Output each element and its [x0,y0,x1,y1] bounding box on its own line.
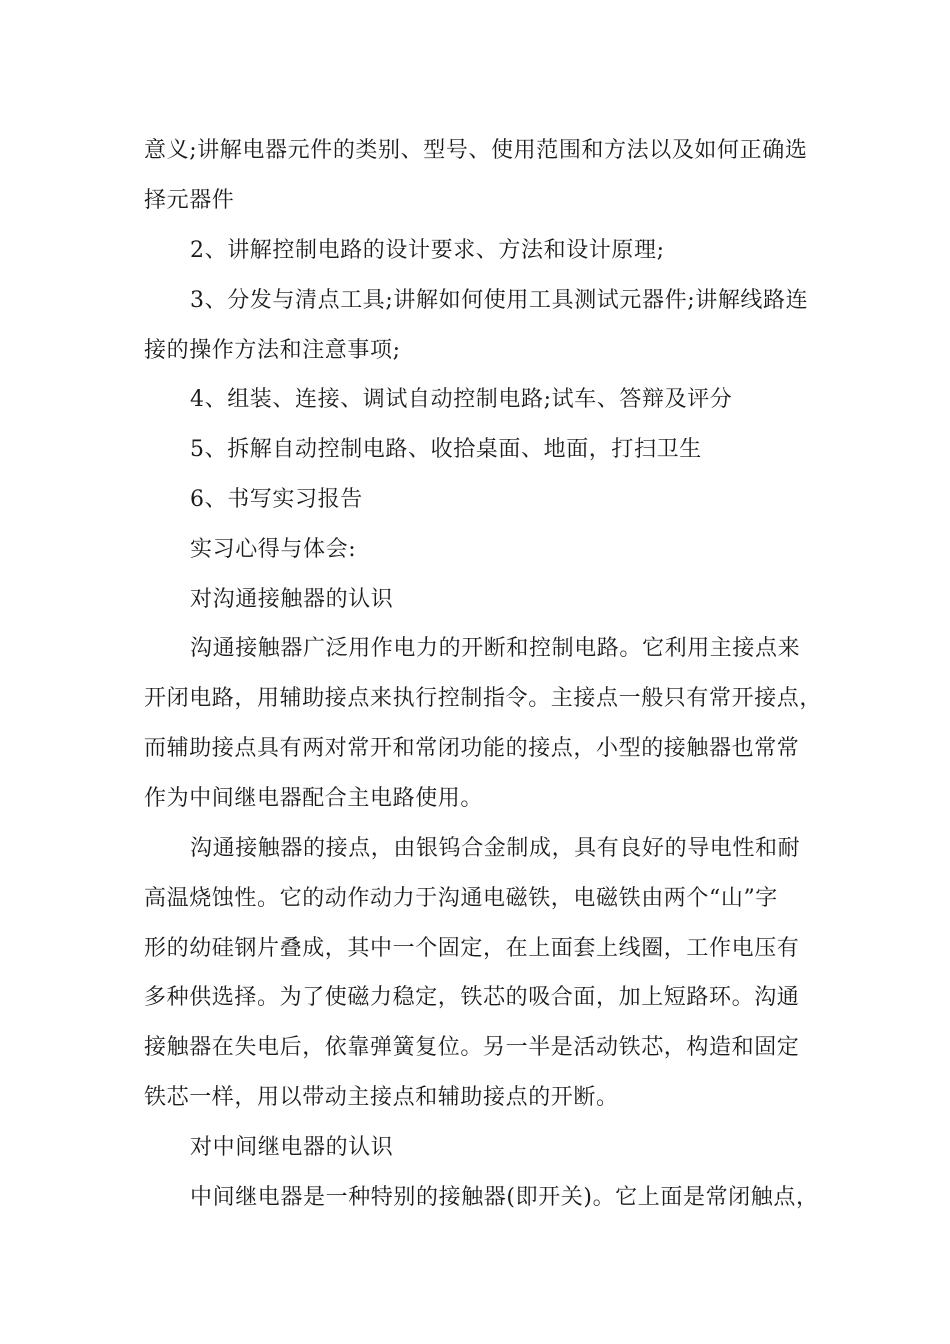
paragraph-line: 作为中间继电器配合主电路使用。 [144,786,484,811]
list-item: 6、书写实习报告 [190,487,363,512]
list-item: 3、分发与清点工具;讲解如何使用工具测试元器件;讲解线路连 [190,288,809,313]
list-item: 2、讲解控制电路的设计要求、方法和设计原理; [190,238,665,263]
paragraph-line: 多种供选择。为了使磁力稳定，铁芯的吸合面，加上短路环。沟通 [144,985,800,1010]
paragraph-line: 沟通接触器的接点，由银钨合金制成，具有良好的导电性和耐 [190,836,801,861]
paragraph-line: 铁芯一样，用以带动主接点和辅助接点的开断。 [144,1085,619,1110]
section-heading: 实习心得与体会: [190,537,357,562]
paragraph-line: 沟通接触器广泛用作电力的开断和控制电路。它利用主接点来 [190,636,801,661]
paragraph-line: 中间继电器是一种特别的接触器(即开关)。它上面是常闭触点， [190,1185,819,1210]
paragraph-line: 高温烧蚀性。它的动作动力于沟通电磁铁，电磁铁由两个“山”字 [144,886,778,911]
paragraph-line: 形的幼硅钢片叠成，其中一个固定，在上面套上线圈，工作电压有 [144,936,800,961]
paragraph-line: 接触器在失电后，依靠弹簧复位。另一半是活动铁芯，构造和固定 [144,1035,800,1060]
text-line: 择元器件 [144,188,235,213]
section-heading: 对沟通接触器的认识 [190,587,394,612]
list-item: 4、组装、连接、调试自动控制电路;试车、答辩及评分 [190,387,733,412]
section-heading: 对中间继电器的认识 [190,1135,394,1160]
text-line: 接的操作方法和注意事项; [144,338,401,363]
paragraph-line: 而辅助接点具有两对常开和常闭功能的接点，小型的接触器也常常 [144,736,800,761]
paragraph-line: 开闭电路，用辅助接点来执行控制指令。主接点一般只有常开接点， [144,686,823,711]
text-line: 意义;讲解电器元件的类别、型号、使用范围和方法以及如何正确选 [144,138,808,163]
list-item: 5、拆解自动控制电路、收拾桌面、地面，打扫卫生 [190,437,702,462]
